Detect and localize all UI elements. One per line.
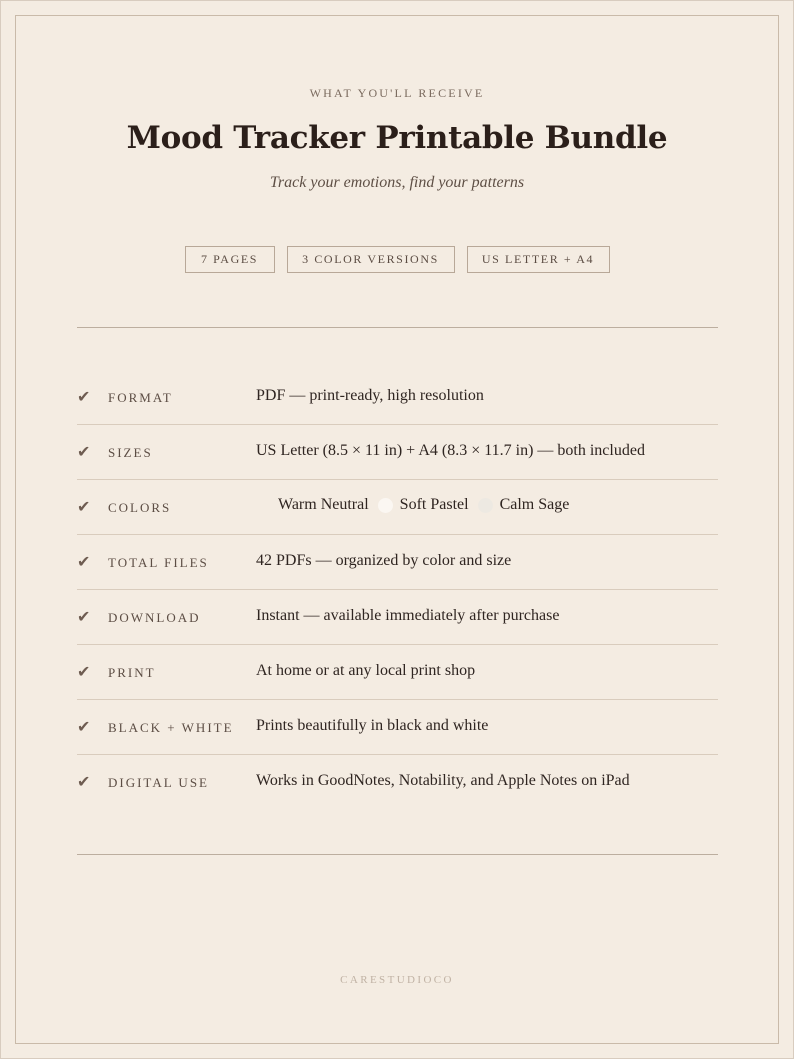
page-subtitle: Track your emotions, find your patterns — [269, 174, 525, 191]
feature-label: SIZES — [108, 445, 153, 460]
check-icon: ✔ — [77, 607, 91, 626]
check-icon: ✔ — [77, 717, 91, 736]
feature-row-format — [77, 370, 718, 425]
feature-value: Works in GoodNotes, Notability, and Apple Notes on iPad — [256, 772, 630, 789]
swatch-dot-icon — [256, 498, 271, 513]
color-swatch-list — [256, 496, 578, 514]
feature-label: DOWNLOAD — [108, 610, 201, 625]
check-icon: ✔ — [77, 387, 91, 406]
feature-value: 42 PDFs — organized by color and size — [256, 552, 512, 569]
feature-row-download — [77, 590, 718, 645]
feature-row-sizes — [77, 425, 718, 480]
feature-label: PRINT — [108, 665, 156, 680]
feature-value: Prints beautifully in black and white — [256, 717, 489, 734]
top-divider — [77, 327, 718, 328]
badge-row — [0, 246, 794, 273]
feature-value: PDF — print-ready, high resolution — [256, 387, 484, 404]
badge-paper-sizes: US LETTER + A4 — [467, 246, 610, 273]
feature-row-print — [77, 645, 718, 700]
feature-label: TOTAL FILES — [108, 555, 209, 570]
check-icon: ✔ — [77, 662, 91, 681]
check-icon: ✔ — [77, 552, 91, 571]
badge-color-versions: 3 COLOR VERSIONS — [287, 246, 455, 273]
feature-list — [77, 370, 718, 810]
check-icon: ✔ — [77, 772, 91, 791]
bottom-divider — [77, 854, 718, 855]
brand-footer: CARESTUDIOCO — [340, 974, 454, 986]
swatch-dot-icon — [478, 498, 493, 513]
page-title: Mood Tracker Printable Bundle — [126, 120, 668, 156]
color-swatch — [378, 496, 469, 514]
swatch-label: Soft Pastel — [399, 496, 469, 513]
feature-row-digital-use — [77, 755, 718, 810]
feature-label: DIGITAL USE — [108, 775, 209, 790]
check-icon: ✔ — [77, 442, 91, 461]
swatch-dot-icon — [378, 498, 393, 513]
feature-value: Instant — available immediately after purchase — [256, 607, 560, 624]
swatch-label: Warm Neutral — [278, 496, 369, 513]
badge-pages: 7 PAGES — [185, 246, 275, 273]
feature-label: FORMAT — [108, 390, 173, 405]
feature-value: US Letter (8.5 × 11 in) + A4 (8.3 × 11.7 in) — both included — [256, 442, 645, 459]
feature-label: COLORS — [108, 500, 172, 515]
color-swatch — [478, 496, 570, 514]
feature-row-black-white — [77, 700, 718, 755]
feature-label: BLACK + WHITE — [108, 720, 234, 735]
check-icon: ✔ — [77, 497, 91, 516]
color-swatch — [256, 496, 369, 514]
eyebrow-text: WHAT YOU'LL RECEIVE — [309, 86, 485, 100]
feature-value: At home or at any local print shop — [256, 662, 476, 679]
feature-row-colors — [77, 480, 718, 535]
swatch-label: Calm Sage — [499, 496, 570, 513]
feature-row-total-files — [77, 535, 718, 590]
